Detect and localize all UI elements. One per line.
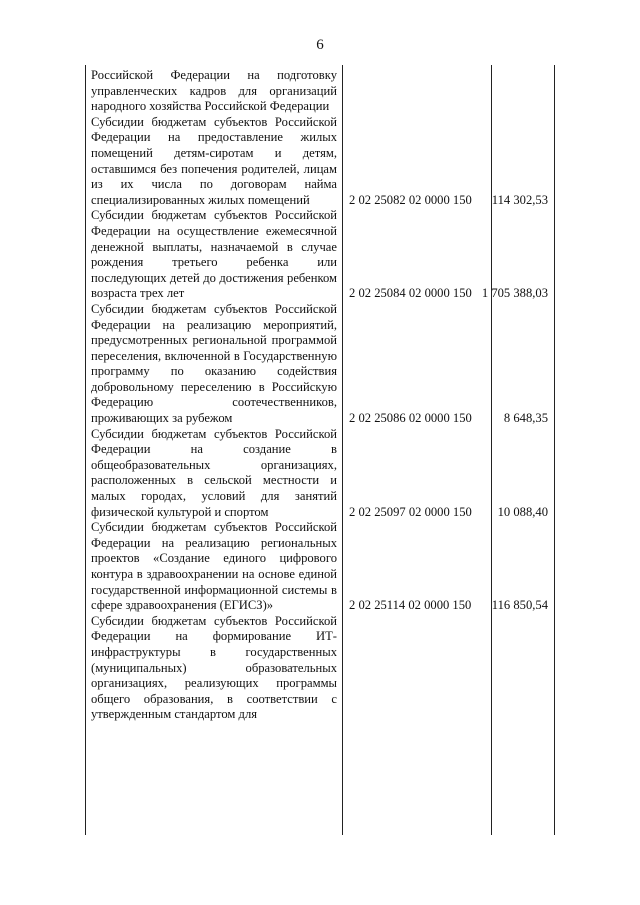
row-amount: 10 088,40	[497, 504, 548, 519]
row-description: Субсидии бюджетам субъектов Российской Федерации на реализацию региональных проектов «Создание единого цифрового контура в здравоохранении на основе единой государственной информационной системы в сфере здравоохранения (ЕГИСЗ)»	[91, 520, 337, 613]
row-amount: 8 648,35	[503, 411, 548, 426]
column-divider-amount	[491, 65, 492, 835]
row-amount: 1 705 388,03	[481, 286, 548, 301]
row-description: Субсидии бюджетам субъектов Российской Федерации на формирование ИТ-инфраструктуры в государственных (муниципальных) образовательных организациях, реализующих программы общего образования, в соответствии с утвержденным стандартом для	[91, 613, 337, 722]
row-description: Субсидии бюджетам субъектов Российской Федерации на предоставление жилых помещений детям-сиротам и детям, оставшимся без попечения родителей, лицам из их числа по договорам найма специализированных жилых помещений	[91, 114, 337, 207]
row-description: Субсидии бюджетам субъектов Российской Федерации на создание в общеобразовательных организациях, расположенных в сельской местности и малых городах, условий для занятий физической культурой и спортом	[91, 426, 337, 519]
row-code: 2 02 25084 02 0000 150	[349, 286, 472, 301]
row-code: 2 02 25114 02 0000 150	[349, 598, 472, 613]
row-description: Субсидии бюджетам субъектов Российской Федерации на осуществление ежемесячной денежной выплаты, назначаемой в случае рождения третьего ребенка или последующих детей до достижения ребенком возраста трех лет	[91, 208, 337, 301]
row-code: 2 02 25082 02 0000 150	[349, 192, 472, 207]
row-code: 2 02 25097 02 0000 150	[349, 504, 472, 519]
row-description: Российской Федерации на подготовку управленческих кадров для организаций народного хозяйства Российской Федерации	[91, 68, 337, 114]
budget-table	[85, 65, 555, 835]
column-divider-code	[342, 65, 343, 835]
row-amount: 114 302,53	[491, 192, 548, 207]
row-amount: 116 850,54	[491, 598, 548, 613]
row-description: Субсидии бюджетам субъектов Российской Федерации на реализацию мероприятий, предусмотренных региональной программой переселения, включенной в Государственную программу по оказанию содействия добровольному переселению в Российскую Федерацию соотечественников, проживающих за рубежом	[91, 301, 337, 426]
page-number: 6	[316, 37, 324, 53]
description-column	[91, 68, 337, 723]
row-code: 2 02 25086 02 0000 150	[349, 411, 472, 426]
